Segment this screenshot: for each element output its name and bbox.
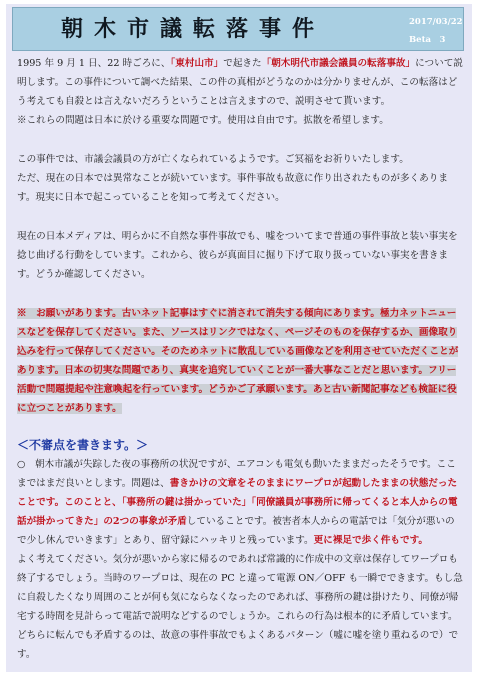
intro-text-1: 1995 年 9 月 1 日、22 時ごろに、 [17, 58, 171, 69]
analysis-paragraph: よく考えてください。気分が悪いから家に帰るのであれば常識的に作成中の文章は保存してワープロも終了するでしょう。当時のワープロは、現在の PC と違って電源 ON／OFF も一瞬でできます。もし急に自殺したくなり周囲のことが何も気にならなくなったのであれば、事務所の鍵は掛けたり、同僚が帰宅する時間を見計らって電話で説明などするのでしょうか。これらの行為は根本的に矛盾しています。どちらに転んでも矛盾するのは、故意の事件事故でもよくあるパターン（嘘に嘘を塗り重ねるので）です。 [17, 554, 463, 660]
section-text-2: していることです。被害者本人からの電話では「気分が悪いので少し休んでいきます」とあり、留守録にハッキリと残っています。 [17, 516, 455, 546]
city-name: 「東村山市」 [170, 58, 224, 69]
barefoot-highlight: 更に裸足で歩く件もです。 [313, 535, 428, 546]
intro-text-2: で起きた [223, 58, 262, 69]
title-banner [12, 7, 464, 51]
suspicious-points-paragraph [17, 455, 463, 550]
document-page [6, 4, 472, 672]
archive-request-text: ※ お願いがあります。古いネット記事はすぐに消されて消失する傾向にあります。極力ネットニュースなどを保存してください。また、ソースはリンクではなく、ページそのものを保存するか、画像取り込みを行って保存してください。そのためネットに散乱している画像などを利用させていただくことがあります。日本の切実な問題であり、真実を追究していくことが一番大事なことだと思います。フリー活動で問題提起や注意喚起を行っています。どうかご了承願います。あと古い新聞記事なども検証に役に立つことがあります。 [17, 308, 459, 414]
media-paragraph: 現在の日本メディアは、明らかに不自然な事件事故でも、嘘をついてまで普通の事件事故と装い事実を捻じ曲げる行動をしています。これから、彼らが真面目に掘り下げて取り扱っていない事実を書きます。どうか確認してください。 [17, 231, 458, 280]
section-text-1: ○ 朝木市議が失踪した夜の事務所の状況ですが、エアコンも電気も動いたままだったそうです。ここまではまだ良いとします。問題は、 [17, 459, 456, 489]
contradiction-highlight: 書きかけの文章をそのままにワープロが起動したままの状態だったことです。このことと、「事務所の鍵は掛かっていた」「同僚議員が事務所に帰ってくると本人からの電話が掛かってきた」の2つの事象が矛盾 [17, 478, 458, 527]
document-date: 2017/03/22 [409, 17, 463, 27]
document-body [17, 54, 463, 664]
case-name: 「朝木明代市議会議員の転落事故」 [261, 58, 416, 69]
section-heading: ＜不審点を書きます。＞ [17, 438, 149, 452]
archive-request-notice [17, 304, 463, 418]
usage-note: ※これらの問題は日本に於ける重要な問題です。使用は自由です。拡散を希望します。 [17, 115, 389, 126]
intro-text-3: について説明します。この事件について調べた結果、この件の真相がどうなのかは分かりませんが、この転落はどう考えても自殺とは言えないだろうということは言えますので、説明させて貰います。 [17, 58, 463, 107]
intro-paragraph [17, 54, 463, 111]
document-version: Beta 3 [409, 35, 446, 45]
condolence-line: この事件では、市議会議員の方が亡くなられているようです。ご冥福をお祈りいたします。 [17, 154, 409, 165]
context-line: ただ、現在の日本では異常なことが続いています。事件事故も故意に作り出されたものが多くあります。現実に日本で起こっていることを知って考えてください。 [17, 173, 448, 203]
document-title: 朝木市議転落事件 [61, 16, 326, 42]
